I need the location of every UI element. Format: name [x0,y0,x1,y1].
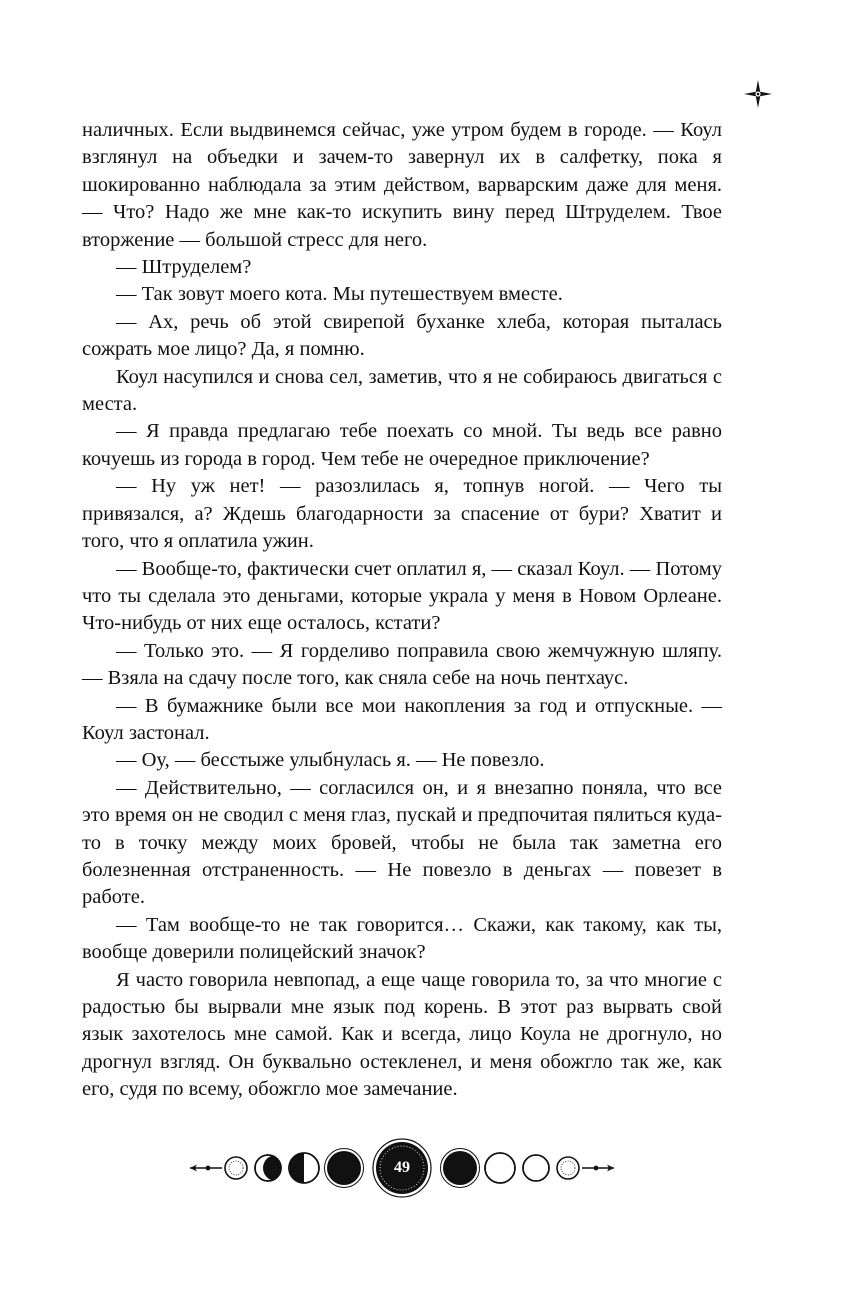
paragraph-2: — Так зовут моего кота. Мы путешествуем вместе. [116,283,563,306]
paragraph-0: наличных. Если выдвинемся сейчас, уже утром будем в городе. — Коул взглянул на объедки и зачем-то завернул их в салфетку, пока я шокированно наблюдала за этим действом, варварским даже для меня. — Что? Надо же мне как-то искупить вину перед Штруделем. Твое вторжение — большой стресс для него. [82,119,722,251]
page-number: 49 [394,1159,410,1176]
paragraph-4: Коул насупился и снова сел, заметив, что я не собираюсь двигаться с места. [82,365,722,416]
paragraph-1: — Штруделем? [116,256,252,279]
paragraph-12: — Там вообще-то не так говорится… Скажи, как такому, как ты, вообще доверили полицейский значок? [82,913,722,964]
paragraph-10: — Оу, — бесстыже улыбнулась я. — Не повезло. [116,749,545,772]
paragraph-3: — Ах, речь об этой свирепой буханке хлеба, которая пыталась сожрать мое лицо? Да, я помню. [82,310,722,361]
compass-star-icon [742,78,774,110]
paragraph-5: — Я правда предлагаю тебе поехать со мной. Ты ведь все равно кочуешь из города в город. Чем тебе не очередное приключение? [82,420,722,470]
paragraph-13: Я часто говорила невпопад, а еще чаще говорила то, за что многие с радостью бы вырвали мне язык под корень. В этот раз вырвать свой язык захотелось мне самой. Как и всегда, лицо Коула не дрогнуло, но дрогнул взгляд. Он буквально остекленел, и меня обожгло так же, как его, судя по всему, обожгло мое замечание. [82,968,722,1101]
paragraph-7: — Вообще-то, фактически счет оплатил я, — сказал Коул. — Потому что ты сделала это деньгами, которые украла у меня в Новом Орлеане. Что-нибудь от них еще осталось, кстати? [82,557,722,635]
paragraph-11: — Действительно, — согласился он, и я внезапно поняла, что все это время он не сводил с меня глаз, пускай и предпочитая пялиться куда-то в точку между моих бровей, чтобы не была так заметна его болезненная отстраненность. — Не повезло в деньгах — повезет в работе. [82,776,722,909]
body-text [82,117,722,1104]
paragraph-6: — Ну уж нет! — разозлилась я, топнув ногой. — Чего ты привязался, а? Ждешь благодарности за спасение от бури? Хватит и того, что я оплатила ужин. [82,475,722,553]
paragraph-8: — Только это. — Я горделиво поправила свою жемчужную шляпу. — Взяла на сдачу после того, как сняла себе на ночь пентхаус. [82,639,722,690]
paragraph-9: — В бумажнике были все мои накопления за год и отпускные. — Коул застонал. [82,694,722,744]
